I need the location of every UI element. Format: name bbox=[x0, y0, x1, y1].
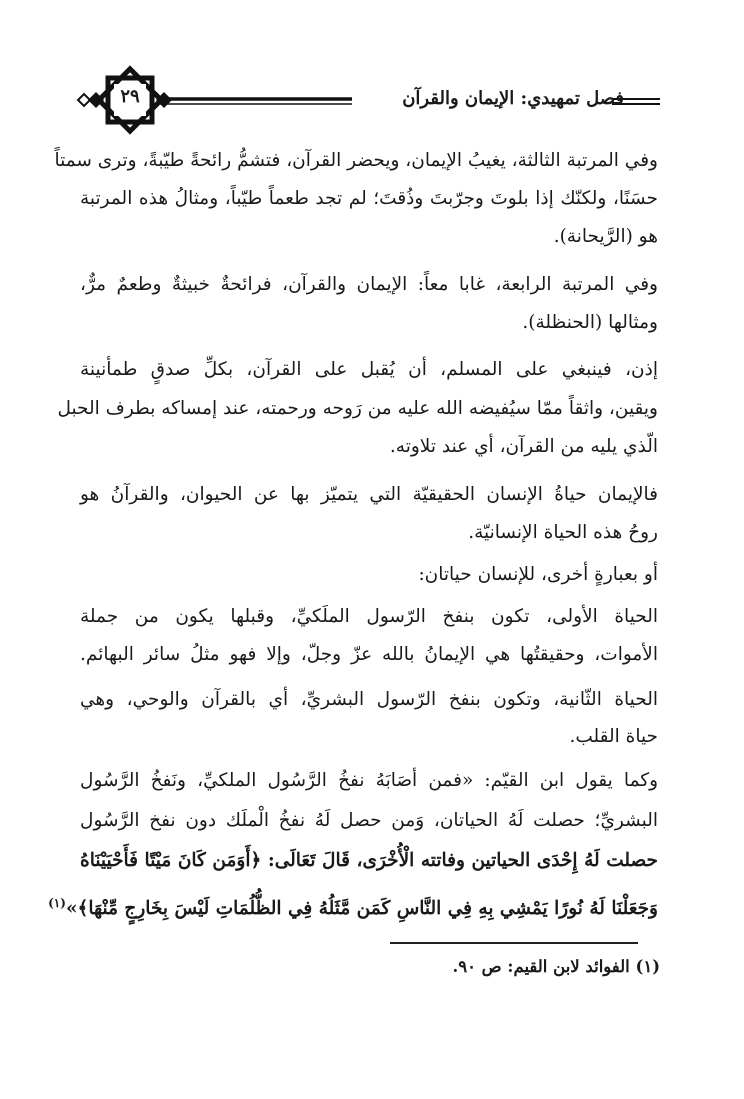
footnote-reference: (١) bbox=[48, 896, 66, 910]
text-line: وفي المرتبة الرابعة، غابا معاً: الإيمان والقرآن، فرائحةٌ خبيثةٌ وطعمٌ مرٌّ، bbox=[80, 274, 658, 295]
body-text bbox=[48, 0, 658, 1099]
text-line: الحياة الأولى، تكون بنفخ الرّسول الملَكيِّ، وقبلها يكون من جملة bbox=[80, 606, 658, 627]
chapter-title: فصل تمهيدي: الإيمان والقرآن bbox=[402, 88, 624, 109]
text-line: روحُ هذه الحياة الإنسانيّة. bbox=[468, 522, 658, 543]
footnote: (١) الفوائد لابن القيم: ص ٩٠. bbox=[452, 957, 660, 976]
text-line: وفي المرتبة الثالثة، يغيبُ الإيمان، ويحضر القرآن، فتشمُّ رائحةً طيّبةً، وترى سمتاً bbox=[54, 150, 658, 171]
text-line: الّذي يليه من القرآن، أي عند تلاوته. bbox=[389, 436, 658, 457]
text-line: الأموات، وحقيقتُها هي الإيمانُ بالله عزّ وجلّ، وإلا فهو مثلُ سائر البهائم. bbox=[80, 644, 658, 665]
footnote-divider bbox=[390, 942, 638, 944]
text-line: الحياة الثّانية، وتكون بنفخ الرّسول البشريِّ، أي بالقرآن والوحي، وهي bbox=[80, 689, 658, 710]
text-line: وكما يقول ابن القيّم: «فمن أصَابَهُ نفخُ الرَّسُول الملكيِّ، ونَفخُ الرَّسُول bbox=[80, 770, 658, 791]
text-line: إذن، فينبغي على المسلم، أن يُقبل على القرآن، بكلِّ صدقٍ طمأنينة bbox=[80, 359, 658, 380]
text-line: البشريِّ؛ حصلت لَهُ الحياتان، وَمن حصل لَهُ نفخُ الْملَك دون نفخ الرَّسُول bbox=[80, 810, 658, 831]
text-line: ويقين، واثقاً ممّا سيُفيضه الله عليه من رَوحه ورحمته، عند إمساكه بطرف الحبل bbox=[57, 398, 658, 419]
text-line: هو (الرَّيحانة). bbox=[553, 226, 658, 247]
text-line: حياة القلب. bbox=[569, 726, 658, 747]
text-line: ومثالها (الحنظلة). bbox=[522, 312, 658, 333]
text-line bbox=[48, 888, 658, 924]
text-line: حصلت لَهُ إِحْدَى الحياتين وفاتته الْأُخْرَى، قَالَ تَعَالَى: ﴿أَوَمَن كَانَ مَيْتًا فَأَحْيَيْنَاهُ bbox=[80, 850, 658, 871]
text-line: فالإيمان حياةُ الإنسان الحقيقيّة التي يتميّز بها عن الحيوان، والقرآنُ هو bbox=[80, 484, 658, 505]
quran-verse: وَجَعَلْنَا لَهُ نُورًا يَمْشِي بِهِ فِي النَّاسِ كَمَن مَّثَلُهُ فِي الظُّلُمَاتِ لَيْسَ بِخَارِجٍ مِّنْهَا﴾» bbox=[65, 898, 658, 920]
page-number: ٢٩ bbox=[120, 86, 140, 107]
text-line: حسَنًا، ولكنّك إذا بلوتَ وجرّبتَ وذُقتَ؛ لم تجد طعماً طيّباً، ومثالُ هذه المرتبة bbox=[80, 188, 658, 209]
text-line: أو بعبارةٍ أخرى، للإنسان حياتان: bbox=[418, 564, 658, 585]
